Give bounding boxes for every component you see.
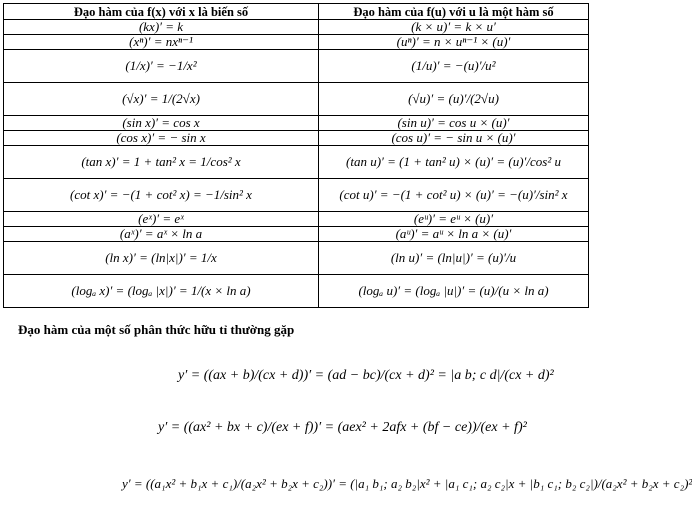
derivative-of-variable: (tan x)′ = 1 + tan² x = 1/cos² x xyxy=(4,146,319,179)
derivative-of-variable: (logₐ x)′ = (logₐ |x|)′ = 1/(x × ln a) xyxy=(4,275,319,308)
table-row xyxy=(4,20,589,35)
table-row xyxy=(4,131,589,146)
derivative-of-variable: (eˣ)′ = eˣ xyxy=(4,212,319,227)
table-row xyxy=(4,227,589,242)
derivative-of-function: (cot u)′ = −(1 + cot² u) × (u)′ = −(u)′/sin² x xyxy=(319,179,589,212)
formula-quadratic-over-linear: y′ = ((ax² + bx + c)/(ex + f))′ = (aex² + 2afx + (bf − ce))/(ex + f)² xyxy=(158,420,527,435)
derivative-of-variable: (aˣ)′ = aˣ × ln a xyxy=(4,227,319,242)
section-heading: Đạo hàm của một số phân thức hữu tỉ thường gặp xyxy=(18,322,295,337)
formula-quadratic-over-quadratic: y′ = ((a₁x² + b₁x + c₁)/(a₂x² + b₂x + c₂))′ = (|a₁ b₁; a₂ b₂|x² + |a₁ c₁; a₂ c₂|x + |b₁ c₁; b₂ c₂|)/(a₂x² + b₂x + c₂)² xyxy=(122,476,692,491)
derivative-of-function: (1/u)′ = −(u)′/u² xyxy=(319,50,589,83)
derivative-of-function: (tan u)′ = (1 + tan² u) × (u)′ = (u)′/cos² u xyxy=(319,146,589,179)
table-header-row xyxy=(4,4,589,20)
table-row xyxy=(4,179,589,212)
table-row xyxy=(4,242,589,275)
derivative-of-function: (√u)′ = (u)′/(2√u) xyxy=(319,83,589,116)
table-row xyxy=(4,212,589,227)
derivative-of-function: (ln u)′ = (ln|u|)′ = (u)′/u xyxy=(319,242,589,275)
derivative-of-variable: (cot x)′ = −(1 + cot² x) = −1/sin² x xyxy=(4,179,319,212)
derivative-of-function: (logₐ u)′ = (logₐ |u|)′ = (u)/(u × ln a) xyxy=(319,275,589,308)
table-row xyxy=(4,146,589,179)
table-row xyxy=(4,50,589,83)
derivative-of-variable: (kx)′ = k xyxy=(4,20,319,35)
derivative-table xyxy=(3,3,589,308)
derivative-of-variable: (sin x)′ = cos x xyxy=(4,116,319,131)
header-function: Đạo hàm của f(u) với u là một hàm số xyxy=(319,4,589,20)
formula-linear-fraction: y′ = ((ax + b)/(cx + d))′ = (ad − bc)/(cx + d)² = |a b; c d|/(cx + d)² xyxy=(178,368,554,383)
derivative-of-function: (k × u)′ = k × u′ xyxy=(319,20,589,35)
derivative-of-variable: (xⁿ)′ = nxⁿ⁻¹ xyxy=(4,35,319,50)
derivative-of-function: (sin u)′ = cos u × (u)′ xyxy=(319,116,589,131)
table-row xyxy=(4,83,589,116)
table-row xyxy=(4,116,589,131)
derivative-of-function: (uⁿ)′ = n × uⁿ⁻¹ × (u)′ xyxy=(319,35,589,50)
derivative-of-variable: (√x)′ = 1/(2√x) xyxy=(4,83,319,116)
derivative-of-function: (cos u)′ = − sin u × (u)′ xyxy=(319,131,589,146)
derivative-of-function: (eᵘ)′ = eᵘ × (u)′ xyxy=(319,212,589,227)
derivative-of-variable: (ln x)′ = (ln|x|)′ = 1/x xyxy=(4,242,319,275)
derivative-of-function: (aᵘ)′ = aᵘ × ln a × (u)′ xyxy=(319,227,589,242)
table-row xyxy=(4,35,589,50)
derivative-of-variable: (1/x)′ = −1/x² xyxy=(4,50,319,83)
table-row xyxy=(4,275,589,308)
derivative-of-variable: (cos x)′ = − sin x xyxy=(4,131,319,146)
header-variable: Đạo hàm của f(x) với x là biến số xyxy=(4,4,319,20)
